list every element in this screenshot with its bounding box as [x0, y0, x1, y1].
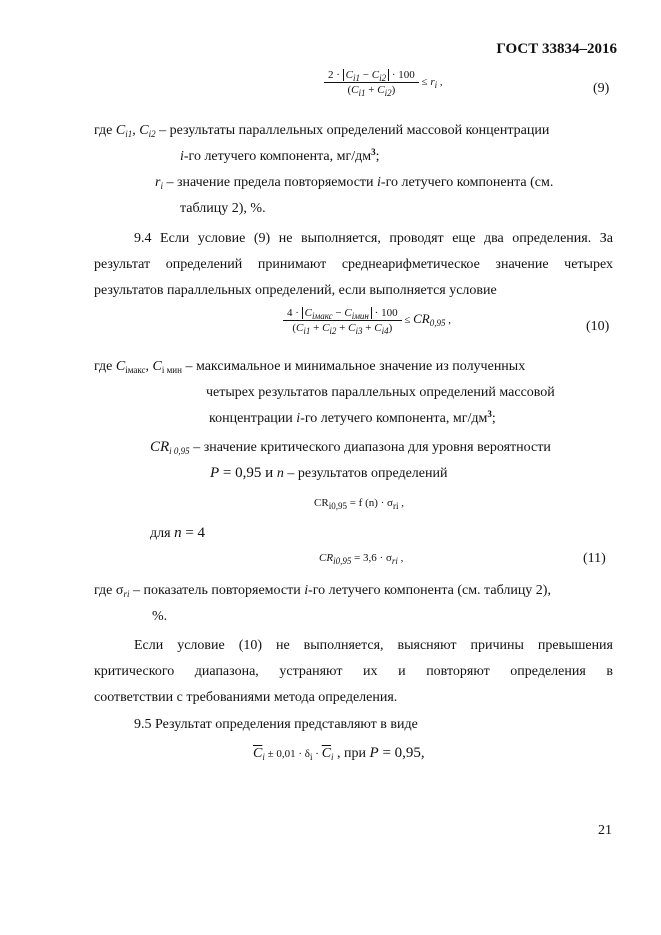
where-10-line2: четырех результатов параллельных определений массовой: [206, 385, 555, 400]
where-9-line1: где $C_{i1}$, $C_{i2}$ – результаты параллельных определений массовой концентрации: [94, 123, 550, 139]
equation-11: $CR_{i0,95} = 3,6 \cdot \sigma_{ri}$ ,: [319, 552, 404, 566]
para-condition-line1: Если условие (10) не выполняется, выясняют причины превышения: [134, 638, 613, 653]
para-9-4-line1: 9.4 Если условие (9) не выполняется, проводят еще два определения. За: [134, 231, 613, 246]
equation-10: $\frac{4 \cdot C_{iмакс} - C_{iмин} \cdot 100}{(C_{i1} + C_{i2} + C_{i3} + C_{i4})}$ ≤ $CR_{0,95}$ ,: [283, 306, 451, 335]
for-n-equals-4: для n = 4: [150, 525, 206, 541]
where-10-line4: $CR_{i 0,95}$ – значение критического диапазона для уровня вероятности: [150, 439, 551, 456]
equation-cr-general: $CR_{i0,95} = f$ $(n) \cdot \sigma_{ri}$ ,: [314, 497, 404, 511]
where-11-line1: где $\sigma_{ri}$ – показатель повторяемости i-го летучего компонента (см. таблицу 2),: [94, 583, 551, 599]
para-9-4-line2: результат определений принимают среднеарифметическое значение четырех: [94, 257, 613, 272]
page-number: 21: [598, 823, 612, 838]
equation-9-number: (9): [593, 81, 610, 96]
equation-11-number: (11): [583, 551, 606, 566]
para-condition-line3: соответствии с требованиями метода определения.: [94, 690, 398, 705]
where-9-line3: $r_i$ – значение предела повторяемости i-го летучего компонента (см.: [155, 175, 554, 191]
para-9-5: 9.5 Результат определения представляют в виде: [134, 717, 418, 732]
para-condition-line2: критического диапазона, устраняют их и повторяют определения в: [94, 664, 613, 679]
where-10-line3: концентрации i-го летучего компонента, $мг/дм^3$;: [209, 409, 496, 426]
where-9-line4: таблицу 2), %.: [180, 201, 266, 216]
equation-result: $\overline{C}_i \pm 0,01 \cdot \delta_i \cdot \overline{C}_i$ , при P = 0,95,: [253, 745, 425, 762]
equation-10-number: (10): [586, 319, 610, 334]
where-9-line2: i-го летучего компонента, $мг/дм^3$;: [180, 147, 380, 164]
where-10-line5: P = 0,95 и n – результатов определений: [210, 465, 448, 481]
equation-9: $\frac{2 \cdot C_{i1} - C_{i2} \cdot 100}{(C_{i1} + C_{i2})}$ ≤ $r_i$ ,: [324, 68, 443, 97]
where-11-line2: %.: [152, 609, 168, 624]
standard-header: ГОСТ 33834–2016: [496, 41, 617, 57]
para-9-4-line3: результатов параллельных определений, если выполняется условие: [94, 283, 497, 298]
where-10-line1: где $C_{iмакс}$, $C_{i мин}$ – максимальное и минимальное значение из полученных: [94, 359, 526, 375]
